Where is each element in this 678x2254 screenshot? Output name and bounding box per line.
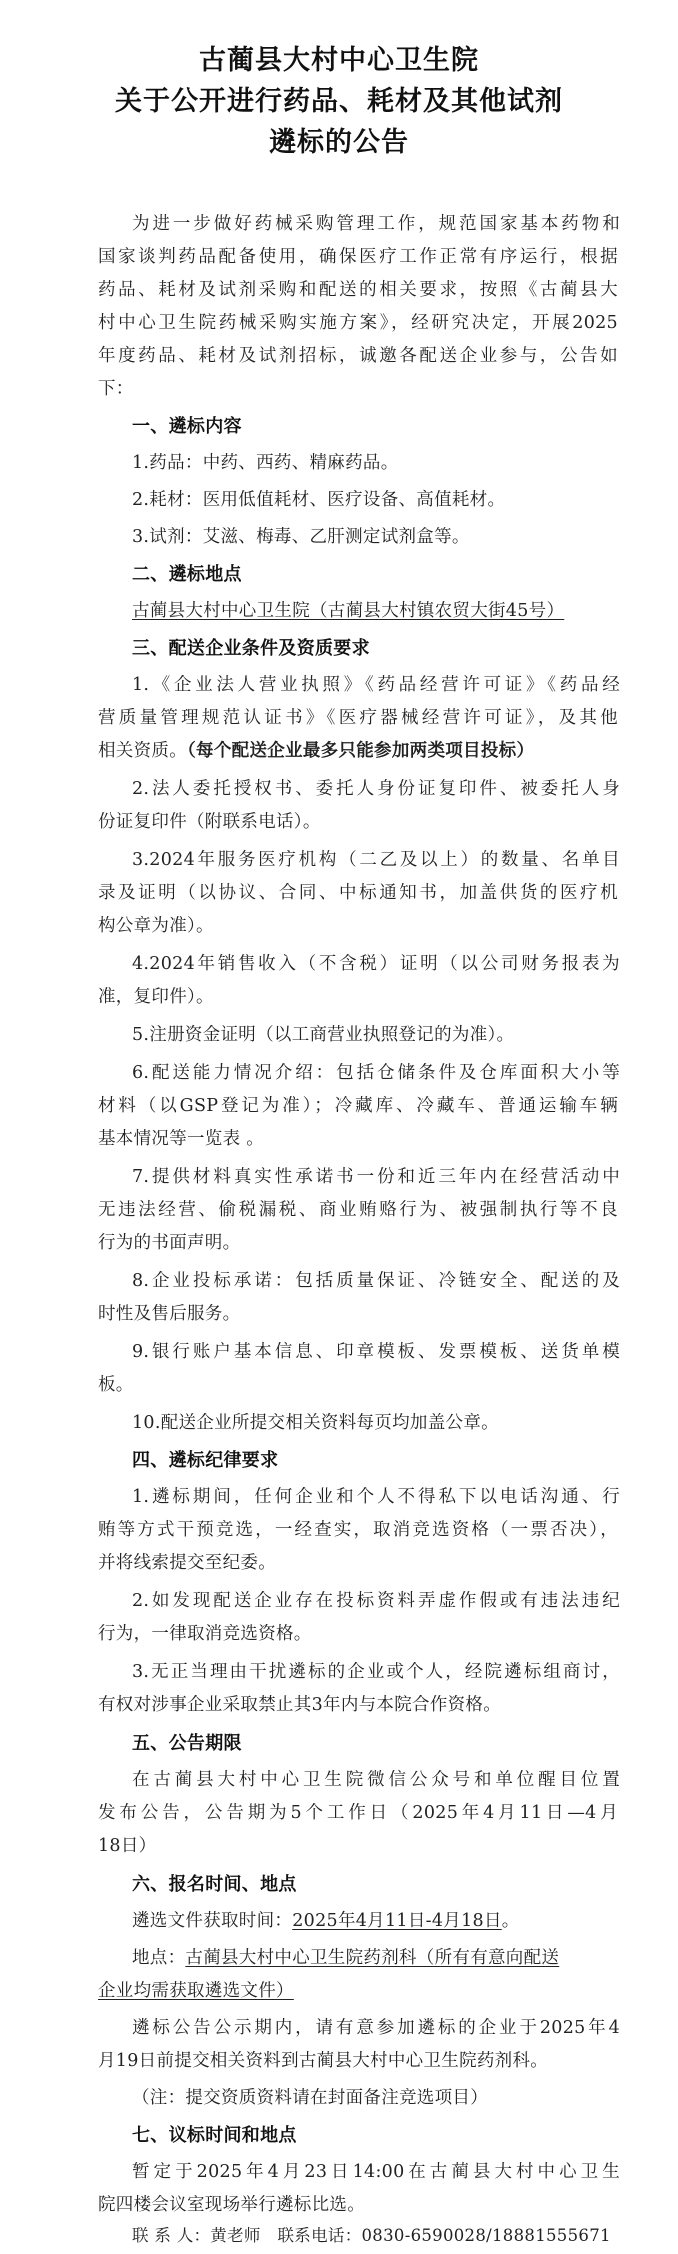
s3-item: 份证复印件（附联系电话）。: [98, 812, 321, 832]
s3-item: 6.配送能力情况介绍：包括仓储条件及仓库面积大小等: [132, 1063, 620, 1083]
section-3-heading: 三、配送企业条件及资质要求: [132, 638, 370, 659]
intro-line: 村中心卫生院药械采购实施方案》，经研究决定，开展2025: [98, 313, 618, 333]
s3-item: 时性及售后服务。: [98, 1304, 241, 1324]
s4-item: 行为，一律取消竞选资格。: [98, 1624, 312, 1644]
s3-item: 营质量管理规范认证书》《医疗器械经营许可证》，及其他: [98, 708, 618, 728]
s1-item: 1.药品：中药、西药、精麻药品。: [132, 453, 399, 473]
s3-item: 录及证明（以协议、合同、中标通知书，加盖供货的医疗机: [98, 883, 618, 903]
s3-item: 7.提供材料真实性承诺书一份和近三年内在经营活动中: [132, 1167, 620, 1187]
intro-line: 下：: [98, 379, 134, 399]
s3-item: 8.企业投标承诺：包括质量保证、冷链安全、配送的及: [132, 1271, 620, 1291]
s3-item: 2.法人委托授权书、委托人身份证复印件、被委托人身: [132, 779, 620, 799]
s3-item: 3.2024年服务医疗机构（二乙及以上）的数量、名单目: [132, 850, 620, 870]
s3-item: 5.注册资金证明（以工商营业执照登记的为准）。: [132, 1025, 515, 1045]
s6-time-end: 。: [501, 1911, 520, 1931]
s5-line: 在古蔺县大村中心卫生院微信公众号和单位醒目位置: [132, 1770, 620, 1790]
s4-item: 贿等方式干预竞选，一经查实，取消竞选资格（一票否决），: [98, 1520, 618, 1540]
s3-item: [98, 737, 618, 762]
s6-place-row-2: [98, 1977, 618, 2002]
s6-place-label: 地点：: [132, 1948, 186, 1968]
section-7-heading: 七、议标时间和地点: [132, 2125, 297, 2146]
s3-item: 4.2024年销售收入（不含税）证明（以公司财务报表为: [132, 954, 620, 974]
s2-location: 古蔺县大村中心卫生院（古蔺县大村镇农贸大街45号）: [132, 601, 565, 621]
s1-item: 2.耗材：医用低值耗材、医疗设备、高值耗材。: [132, 490, 506, 510]
section-4-heading: 四、遴标纪律要求: [132, 1450, 279, 1471]
s5-line: 18日）: [98, 1836, 157, 1856]
section-2-heading: 二、遴标地点: [132, 564, 242, 585]
s3-item: 基本情况等一览表 。: [98, 1129, 265, 1149]
section-6-heading: 六、报名时间、地点: [132, 1874, 297, 1895]
s3-item: 9.银行账户基本信息、印章模板、发票模板、送货单模: [132, 1342, 620, 1362]
intro-line: 国家谈判药品配备使用，确保医疗工作正常有序运行，根据: [98, 247, 618, 267]
s6-time-value: 2025年4月11日-4月18日: [292, 1911, 502, 1931]
s6-place-row: [132, 1944, 620, 1969]
s3-item1-note: （每个配送企业最多只能参加两类项目投标）: [187, 741, 535, 761]
section-5-heading: 五、公告期限: [132, 1733, 242, 1754]
s4-item: 并将线索提交至纪委。: [98, 1553, 276, 1573]
s6-time-label: 遴选文件获取时间：: [132, 1911, 293, 1931]
s3-item: 行为的书面声明。: [98, 1233, 241, 1253]
s3-item: 无违法经营、偷税漏税、商业贿赂行为、被强制执行等不良: [98, 1200, 618, 1220]
s3-item: 1.《企业法人营业执照》《药品经营许可证》《药品经: [132, 675, 620, 695]
s7-line: 暂定于2025年4月23日14:00在古蔺县大村中心卫生: [132, 2162, 620, 2182]
s3-item1-end: 相关资质。: [98, 741, 187, 761]
section-1-heading: 一、遴标内容: [132, 416, 242, 437]
title-line-3: 遴标的公告: [269, 127, 409, 158]
s4-item: 1.遴标期间，任何企业和个人不得私下以电话沟通、行: [132, 1487, 620, 1507]
s3-item: 10.配送企业所提交相关资料每页均加盖公章。: [132, 1413, 499, 1433]
s4-item: 3.无正当理由干扰遴标的企业或个人，经院遴标组商讨，: [132, 1662, 620, 1682]
intro-line: 药品、耗材及试剂采购和配送的相关要求，按照《古蔺县大: [98, 280, 618, 300]
s7-line: 院四楼会议室现场举行遴标比选。: [98, 2195, 365, 2215]
s6-notice: 月19日前提交相关资料到古蔺县大村中心卫生院药剂科。: [98, 2051, 549, 2071]
s3-item: 板。: [98, 1375, 134, 1395]
s6-notice: 遴标公告公示期内，请有意参加遴标的企业于2025年4: [132, 2018, 620, 2038]
s1-item: 3.试剂：艾滋、梅毒、乙肝测定试剂盒等。: [132, 527, 470, 547]
s6-time-row: [132, 1907, 620, 1932]
title-line-1: 古蔺县大村中心卫生院: [199, 45, 479, 76]
s5-line: 发布公告，公告期为5个工作日（2025年4月11日—4月: [98, 1803, 618, 1823]
s6-place-value: 古蔺县大村中心卫生院药剂科（所有有意向配送: [185, 1948, 560, 1968]
s2-location-row: [132, 597, 620, 622]
s4-item: 2.如发现配送企业存在投标资料弄虚作假或有违法违纪: [132, 1591, 620, 1611]
s3-item: 构公章为准）。: [98, 916, 214, 936]
intro-line: 年度药品、耗材及试剂招标，诚邀各配送企业参与，公告如: [98, 346, 618, 366]
s6-place-value-2: 企业均需获取遴选文件）: [98, 1981, 294, 2001]
s3-item: 材料（以GSP登记为准）；冷藏库、冷藏车、普通运输车辆: [98, 1096, 618, 1116]
s3-item: 准，复印件）。: [98, 987, 214, 1007]
s6-note: （注：提交资质资料请在封面备注竞选项目）: [132, 2088, 488, 2108]
title-line-2: 关于公开进行药品、耗材及其他试剂: [115, 86, 563, 117]
s7-contact: 联 系 人：黄老师 联系电话：0830-6590028/18881555671: [132, 2226, 611, 2245]
s7-phone: 联系电话：0830-6590028/18881555671: [260, 2226, 611, 2245]
s4-item: 有权对涉事企业采取禁止其3年内与本院合作资格。: [98, 1695, 502, 1715]
intro-line: 为进一步做好药械采购管理工作，规范国家基本药物和: [132, 214, 620, 234]
